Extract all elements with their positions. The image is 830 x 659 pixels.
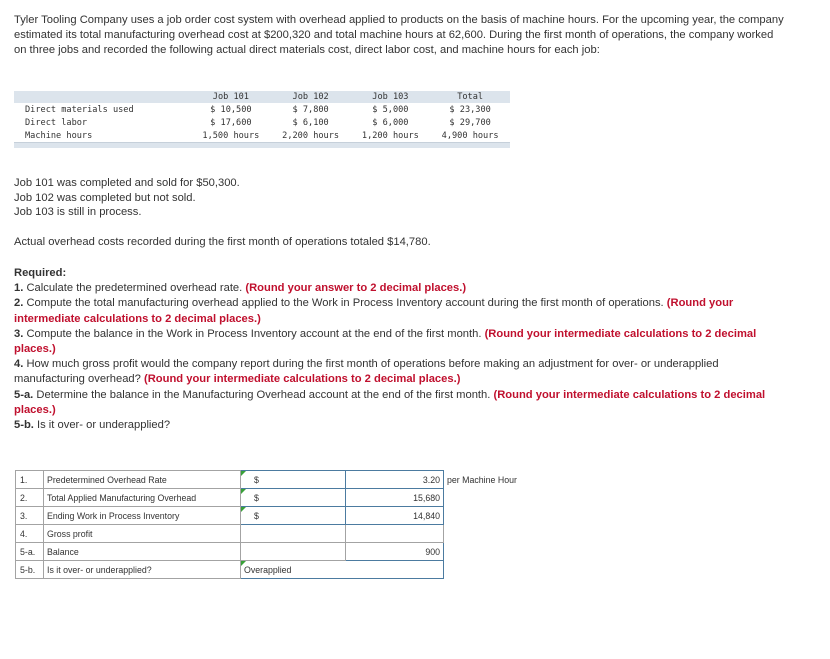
- job-status-line: Job 102 was completed but not sold.: [14, 191, 196, 204]
- table-footer-bar: [14, 143, 510, 149]
- required-item: 5-b. Is it over- or underapplied?: [14, 419, 171, 432]
- problem-intro: Tyler Tooling Company uses a job order cost system with overhead applied to products on the basis of machine hours. For the upcoming year, the company estimated its total manufacturing overhead cost at $200,320 and total machine hours at 62,600. During the first month of operations, the company worked on three jobs and recorded the following actual direct materials cost, direct labor cost, and machine hours for each job:: [14, 14, 784, 57]
- answer-number: 5-a.: [16, 543, 44, 561]
- table-row: [14, 116, 510, 129]
- table-cell: $ 10,500: [210, 104, 252, 115]
- answer-row: [16, 489, 521, 507]
- table-cell: 1,200 hours: [361, 130, 419, 141]
- gross-profit-input[interactable]: [346, 525, 444, 543]
- answer-number: 2.: [16, 489, 44, 507]
- job-cost-table: [14, 91, 510, 148]
- answer-row: [16, 525, 521, 543]
- job-status-list: [14, 176, 240, 220]
- table-cell: $ 5,000: [372, 104, 409, 115]
- table-cell: $ 29,700: [449, 117, 491, 128]
- currency-input[interactable]: $: [241, 489, 346, 507]
- required-item: 4. How much gross profit would the company report during the first month of operations before making an adjustment for over- or underapplied manufacturing overhead? (Round your intermediate calculations to 2 decimal places.): [14, 358, 719, 386]
- required-item: 1. Calculate the predetermined overhead rate. (Round your answer to 2 decimal places.): [14, 282, 467, 295]
- table-header: [14, 91, 191, 103]
- applied-overhead-input[interactable]: 15,680: [346, 489, 444, 507]
- table-row: [14, 129, 510, 143]
- answer-number: 5-b.: [16, 561, 44, 579]
- overhead-balance-input[interactable]: 900: [346, 543, 444, 561]
- table-cell: $ 6,000: [372, 117, 409, 128]
- table-header: Job 101: [191, 91, 271, 103]
- answer-row: [16, 543, 521, 561]
- table-header: Total: [430, 91, 510, 103]
- answer-label: Predetermined Overhead Rate: [44, 471, 241, 489]
- table-header: Job 102: [271, 91, 351, 103]
- required-item: 5-a. Determine the balance in the Manufacturing Overhead account at the end of the first month. (Round your intermediate calculations to 2 decimal places.): [14, 388, 766, 416]
- currency-input[interactable]: [241, 543, 346, 561]
- actual-overhead-text: Actual overhead costs recorded during the first month of operations totaled $14,780.: [14, 236, 431, 248]
- table-cell: 1,500 hours: [202, 130, 260, 141]
- answer-label: Ending Work in Process Inventory: [44, 507, 241, 525]
- answer-row: [16, 471, 521, 489]
- answer-row: [16, 507, 521, 525]
- row-label: Direct materials used: [25, 104, 134, 115]
- flag-icon: [241, 471, 246, 476]
- answer-number: 1.: [16, 471, 44, 489]
- answer-label: Balance: [44, 543, 241, 561]
- required-heading: Required:: [14, 267, 67, 279]
- required-item: 3. Compute the balance in the Work in Process Inventory account at the end of the first month. (Round your intermediate calculations to 2 decimal places.): [14, 327, 757, 356]
- answer-table: [15, 470, 521, 579]
- table-cell: 4,900 hours: [441, 130, 499, 141]
- table-cell: $ 23,300: [449, 104, 491, 115]
- table-cell: 2,200 hours: [282, 130, 340, 141]
- table-header: Job 103: [351, 91, 431, 103]
- row-label: Machine hours: [25, 130, 93, 141]
- table-header-row: [14, 91, 510, 103]
- table-row: [14, 103, 510, 116]
- flag-icon: [241, 561, 246, 566]
- table-cell: $ 7,800: [292, 104, 329, 115]
- over-under-select[interactable]: Overapplied: [241, 561, 444, 579]
- answer-row: [16, 561, 521, 579]
- answer-number: 3.: [16, 507, 44, 525]
- answer-label: Is it over- or underapplied?: [44, 561, 241, 579]
- table-cell: $ 17,600: [210, 117, 252, 128]
- predetermined-rate-input[interactable]: 3.20: [346, 471, 444, 489]
- required-section: [14, 266, 784, 433]
- answer-number: 4.: [16, 525, 44, 543]
- currency-input[interactable]: $: [241, 471, 346, 489]
- currency-input[interactable]: [241, 525, 346, 543]
- currency-input[interactable]: $: [241, 507, 346, 525]
- flag-icon: [241, 489, 246, 494]
- table-cell: $ 6,100: [292, 117, 329, 128]
- unit-label: per Machine Hour: [447, 474, 517, 485]
- answer-label: Total Applied Manufacturing Overhead: [44, 489, 241, 507]
- job-status-line: Job 103 is still in process.: [14, 206, 142, 219]
- answer-label: Gross profit: [44, 525, 241, 543]
- row-label: Direct labor: [25, 117, 88, 128]
- required-item: 2. Compute the total manufacturing overhead applied to the Work in Process Inventory account during the first month of operations. (Round your intermediate calculations to 2 decimal places.): [14, 297, 734, 325]
- ending-wip-input[interactable]: 14,840: [346, 507, 444, 525]
- flag-icon: [241, 507, 246, 512]
- job-status-line: Job 101 was completed and sold for $50,300.: [14, 177, 240, 189]
